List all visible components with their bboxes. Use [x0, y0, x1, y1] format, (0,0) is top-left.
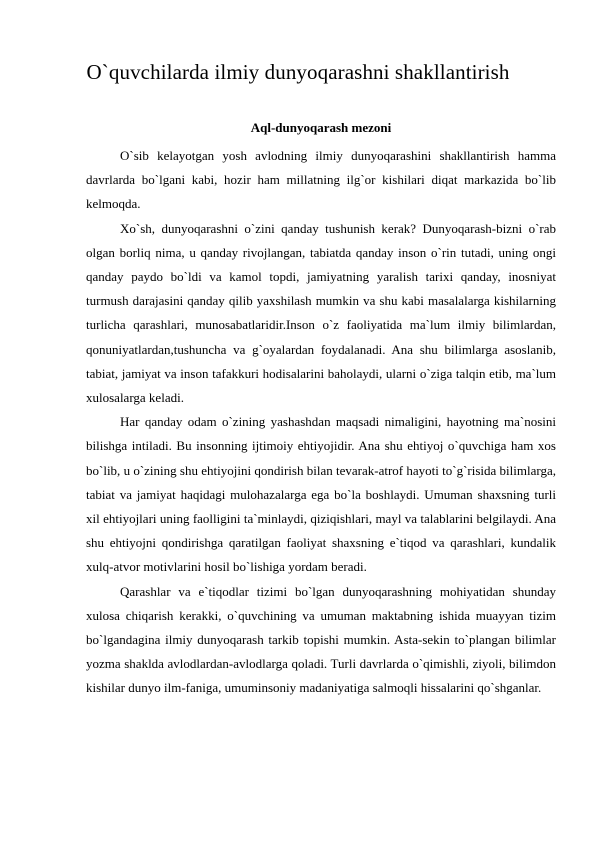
paragraph: Xo`sh, dunyoqarashni o`zini qanday tushunish kerak? Dunyoqarash-bizni o`rab olgan borliq nima, u qanday rivojlangan, tabiatda qanday inson o`rin tutadi, uning ongi qanday paydo bo`ldi va kamol topdi, jamiyatning yaralish tarixi qanday, inosniyat turmush darajasini qanday qilib yaxshilash mumkin va shu kabi masalalarga kishilarning turlicha qarashlari, munosabatlaridir.Inson o`z faoliyatida ma`lum ilmiy bilimlardan, qonuniyatlardan,tushuncha va g`oyalardan foydalanadi. Ana shu bilimlarga asoslanib, tabiat, jamiyat va inson tafakkuri hodisalarini baholaydi, ularni o`ziga talqin etib, ma`lum xulosalarga keladi.	[86, 220, 556, 406]
section-heading: Aql-dunyoqarash mezoni	[250, 120, 392, 135]
paragraph: O`sib kelayotgan yosh avlodning ilmiy dunyoqarashini shakllantirish hamma davrlarda bo`lgani kabi, hozir ham millatning ilg`or kishilari diqat markazida bo`lib kelmoqda.	[86, 148, 556, 212]
paragraph: Har qanday odam o`zining yashashdan maqsadi nimaligini, hayotning ma`nosini bilishga intiladi. Bu insonning ijtimoiy ehtiyojidir. Ana shu ehtiyoj o`quvchiga ham xos bo`lib, u o`zining shu ehtiyojini qondirish bilan tevarak-atrof hayoti to`g`risida bilimlarga, tabiat va jamiyat haqidagi mulohazalarga ega bo`la boshlaydi. Umuman shaxsning turli xil ehtiyojlari uning faolligini ta`minlaydi, qiziqishlari, mayl va talablarini belgilaydi. Ana shu ehtiyojni qondirishga qaratilgan faoliyat shaxsning e`tiqod va qarashlari, kundalik xulq-atvor motivlarini hosil bo`lishiga yordam beradi.	[86, 414, 556, 575]
paragraph: Qarashlar va e`tiqodlar tizimi bo`lgan dunyoqarashning mohiyatidan shunday xulosa chiqarish kerakki, o`quvchining va umuman maktabning ishida muayyan tizim bo`lgandagina ilmiy dunyoqarash tarkib topishi mumkin. Asta-sekin to`plangan bilimlar yozma shaklda avlodlardan-avlodlarga qoladi. Turli davrlarda o`qimishli, ziyoli, bilimdon kishilar dunyo ilm-faniga, umuminsoniy madaniyatiga salmoqli hissalarini qo`shganlar.	[86, 583, 556, 696]
body-text	[86, 144, 556, 701]
document-title: O`quvchilarda ilmiy dunyoqarashni shakllantirish	[86, 60, 510, 84]
